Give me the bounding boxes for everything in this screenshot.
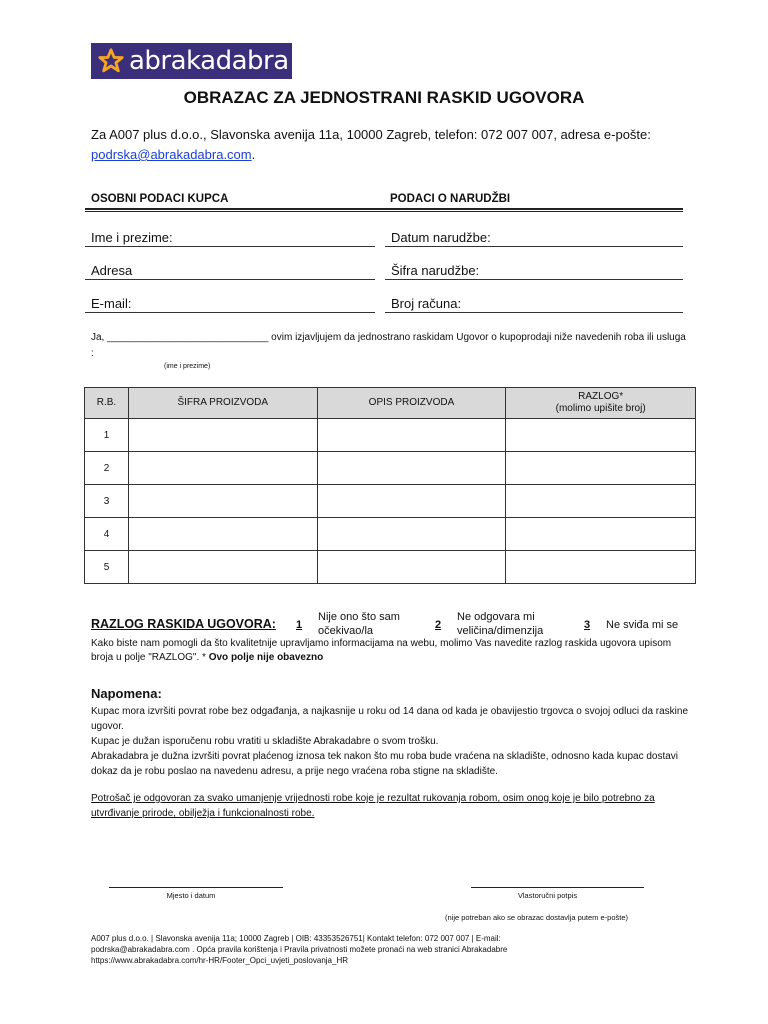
field-full-name-line[interactable] (85, 246, 375, 247)
support-email-link[interactable]: podrska@abrakadabra.com (91, 147, 252, 162)
product-code-cell[interactable] (128, 419, 317, 452)
product-description-cell[interactable] (317, 485, 506, 518)
place-date-label: Mjesto i datum (166, 891, 216, 900)
field-address-label: Adresa (91, 263, 133, 278)
note-line-1: Kupac mora izvršiti povrat robe bez odgađanja, a najkasnije u roku od 14 dana od kada je obavijestio trgovca o svojoj odluci da raskine ugovor. (91, 706, 689, 732)
declaration-name-hint: (ime i prezime) (164, 363, 211, 370)
reason-1-number: 1 (296, 619, 303, 631)
reason-cell[interactable] (506, 452, 696, 485)
reason-3-number: 3 (584, 619, 591, 631)
footer-line-3: https://www.abrakadabra.com/hr-HR/Footer_Opci_uvjeti_poslovanja_HR (91, 956, 349, 965)
field-invoice-number-label: Broj računa: (391, 296, 462, 311)
reason-help-text (91, 637, 691, 665)
product-code-cell[interactable] (128, 452, 317, 485)
row-number-cell: 5 (85, 551, 129, 584)
header-reason-hint: (molimo upišite broj) (555, 403, 646, 414)
notes-body (91, 704, 691, 821)
star-logo-icon (97, 47, 125, 75)
logo-wordmark: abrakadabra (129, 46, 289, 76)
reason-cell[interactable] (506, 485, 696, 518)
product-description-cell[interactable] (317, 518, 506, 551)
product-code-cell[interactable] (128, 518, 317, 551)
reason-cell[interactable] (506, 419, 696, 452)
intro-period: . (251, 147, 256, 162)
product-description-cell[interactable] (317, 452, 506, 485)
section-customer-data: OSOBNI PODACI KUPCA (91, 193, 229, 205)
liability-note: Potrošač je odgovoran za svako umanjenje vrijednosti robe koje je rezultat rukovanja robom, osim onog koje je bilo potrebno za utvrđivanje prirode, obilježja i funkcionalnosti robe. (91, 793, 655, 819)
footer-line-1: A007 plus d.o.o. | Slavonska avenija 11a; 10000 Zagreb | OIB: 43353526751| Kontakt telefon: 072 007 007 | E-mail: (91, 934, 501, 943)
row-number-cell: 1 (85, 419, 129, 452)
reason-2-line1: Ne odgovara mi (457, 611, 535, 623)
footer-line-2: podrska@abrakadabra.com . Opća pravila korištenja i Pravila privatnosti možete pronaći na web stranici Abrakadabre (91, 945, 508, 954)
row-number-cell: 3 (85, 485, 129, 518)
field-email-line[interactable] (85, 312, 375, 313)
header-reason-title: RAZLOG* (578, 391, 624, 402)
reason-2-text (457, 610, 543, 638)
row-number-cell: 2 (85, 452, 129, 485)
field-full-name-label: Ime i prezime: (91, 230, 173, 245)
return-items-table (84, 387, 696, 584)
intro-paragraph (91, 125, 691, 165)
handwritten-signature-line[interactable] (471, 887, 644, 888)
place-date-signature-line[interactable] (109, 887, 283, 888)
page-footer (91, 933, 691, 966)
header-product-description: OPIS PROIZVODA (317, 388, 506, 419)
reasons-title: RAZLOG RASKIDA UGOVORA: (91, 617, 276, 631)
table-header-row (85, 388, 696, 419)
field-order-date-line[interactable] (385, 246, 683, 247)
brand-logo (91, 43, 292, 79)
field-email-label: E-mail: (91, 296, 132, 311)
field-address-line[interactable] (85, 279, 375, 280)
section-divider (85, 208, 683, 212)
product-description-cell[interactable] (317, 551, 506, 584)
table-row (85, 419, 696, 452)
reason-2-number: 2 (435, 619, 442, 631)
reason-1-line1: Nije ono što sam (318, 611, 400, 623)
field-invoice-number-line[interactable] (385, 312, 683, 313)
field-order-code-line[interactable] (385, 279, 683, 280)
intro-text: Za A007 plus d.o.o., Slavonska avenija 11a, 10000 Zagreb, telefon: 072 007 007, adresa e-pošte: (91, 127, 651, 142)
header-reason (506, 388, 696, 419)
handwritten-signature-label: Vlastoručni potpis (517, 891, 578, 900)
reason-cell[interactable] (506, 518, 696, 551)
document-title: OBRAZAC ZA JEDNOSTRANI RASKID UGOVORA (183, 88, 585, 107)
table-row (85, 551, 696, 584)
reason-cell[interactable] (506, 551, 696, 584)
reason-help-body: Kako biste nam pomogli da što kvalitetnije upravljamo informacijama na webu, molimo Vas navedite razlog raskida ugovora upisom broja u polje "RAZLOG". * (91, 638, 672, 663)
header-product-code: ŠIFRA PROIZVODA (128, 388, 317, 419)
section-order-data: PODACI O NARUDŽBI (390, 193, 511, 205)
product-description-cell[interactable] (317, 419, 506, 452)
note-line-2: Kupac je dužan isporučenu robu vratiti u skladište Abrakadabre o svom trošku. (91, 736, 439, 747)
reason-help-optional: Ovo polje nije obavezno (208, 652, 324, 663)
reason-1-text (318, 610, 400, 638)
table-row (85, 485, 696, 518)
product-code-cell[interactable] (128, 485, 317, 518)
header-row-number: R.B. (85, 388, 129, 419)
table-row (85, 518, 696, 551)
notes-title: Napomena: (91, 686, 162, 701)
declaration-text: Ja, _____________________________ ovim izjavljujem da jednostrano raskidam Ugovor o kupoprodaji niže navedenih roba ili usluga : (91, 332, 686, 359)
field-order-code-label: Šifra narudžbe: (391, 263, 480, 278)
reason-1-line2: očekivao/la (318, 625, 374, 637)
product-code-cell[interactable] (128, 551, 317, 584)
reason-2-line2: veličina/dimenzija (457, 625, 544, 637)
table-row (85, 452, 696, 485)
signature-note: (nije potreban ako se obrazac dostavlja putem e-pošte) (445, 913, 629, 922)
field-order-date-label: Datum narudžbe: (391, 230, 491, 245)
row-number-cell: 4 (85, 518, 129, 551)
note-line-3: Abrakadabra je dužna izvršiti povrat plaćenog iznosa tek nakon što mu roba bude vraćena na skladište, odnosno kada kupac dostavi dokaz da je robu poslao na navedenu adresu, a prije nego vraćena roba stigne na skladište. (91, 751, 679, 777)
reason-3-text: Ne sviđa mi se (606, 619, 679, 631)
